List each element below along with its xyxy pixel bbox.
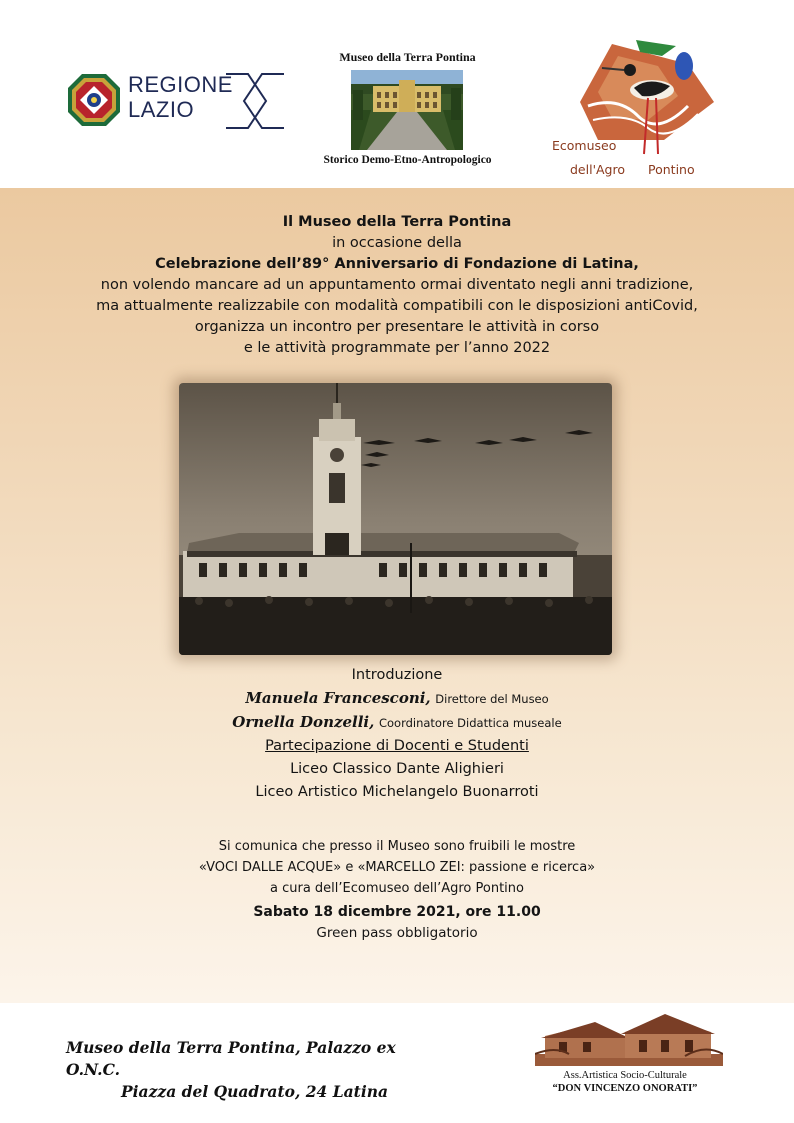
school-2: Liceo Artistico Michelangelo Buonarroti <box>255 784 539 800</box>
museum-title: Museo della Terra Pontina <box>339 50 476 64</box>
address-line-2: Piazza del Quadrato, 24 Latina <box>121 1082 389 1101</box>
regione-lazio-x-mark-icon <box>226 72 286 130</box>
regione-lazio-emblem-icon <box>66 72 122 128</box>
intro-text-block <box>90 212 704 359</box>
celebration-heading: Celebrazione dell’89° Anniversario di Fondazione di Latina, <box>155 256 639 272</box>
curator-line: a cura dell’Ecomuseo dell’Agro Pontino <box>270 881 524 896</box>
intro-line: ma attualmente realizzabile con modalità compatibili con le disposizioni antiCovid, <box>96 298 698 314</box>
intro-line: non volendo mancare ad un appuntamento ormai diventato negli anni tradizione, <box>100 277 694 293</box>
participation-heading: Partecipazione di Docenti e Studenti <box>265 738 529 754</box>
event-date: Sabato 18 dicembre 2021, ore 11.00 <box>253 904 541 920</box>
museum-heading: Il Museo della Terra Pontina <box>282 214 512 230</box>
dell-agro-label: dell'Agro <box>570 162 626 177</box>
intro-line: in occasione della <box>332 235 462 251</box>
address-line-1: Museo della Terra Pontina, Palazzo ex O.N.C. <box>66 1038 396 1079</box>
exhibitions-line: «VOCI DALLE ACQUE» e «MARCELLO ZEI: passione e ricerca» <box>198 860 596 875</box>
pontino-label: Pontino <box>648 162 695 177</box>
speaker-2-name: Ornella Donzelli, <box>232 713 375 731</box>
museum-building-photo <box>351 70 463 150</box>
regione-lazio-wordmark <box>128 72 233 122</box>
notice-line: Si comunica che presso il Museo sono fruibili le mostre <box>218 839 576 854</box>
association-name: “DON VINCENZO ONORATI” <box>552 1083 698 1094</box>
speaker-1-name: Manuela Francesconi, <box>245 689 431 707</box>
intro-line: e le attività programmate per l’anno 2022 <box>243 340 551 356</box>
speaker-2 <box>160 711 634 735</box>
school-1: Liceo Classico Dante Alighieri <box>290 761 504 777</box>
intro-line: organizza un incontro per presentare le attività in corso <box>194 319 600 335</box>
green-pass-note: Green pass obbligatorio <box>316 925 478 941</box>
lazio-label: LAZIO <box>128 97 195 122</box>
ecomuseo-logo <box>548 36 718 184</box>
speaker-1 <box>160 687 634 711</box>
historical-latina-photo <box>179 383 612 655</box>
speaker-2-role: Coordinatore Didattica museale <box>378 716 562 730</box>
ecomuseo-label: Ecomuseo <box>552 138 617 153</box>
association-type: Ass.Artistica Socio-Culturale <box>563 1070 687 1081</box>
museum-address <box>66 1037 426 1103</box>
speaker-1-role: Direttore del Museo <box>435 692 549 706</box>
regione-lazio-logo <box>66 70 281 134</box>
association-farmhouse-drawing <box>535 1010 723 1066</box>
program-block <box>160 664 634 804</box>
regione-label: REGIONE <box>128 72 233 97</box>
introduzione-label: Introduzione <box>351 667 443 683</box>
museum-subtitle: Storico Demo-Etno-Antropologico <box>323 154 492 166</box>
exhibition-notice <box>150 836 644 944</box>
